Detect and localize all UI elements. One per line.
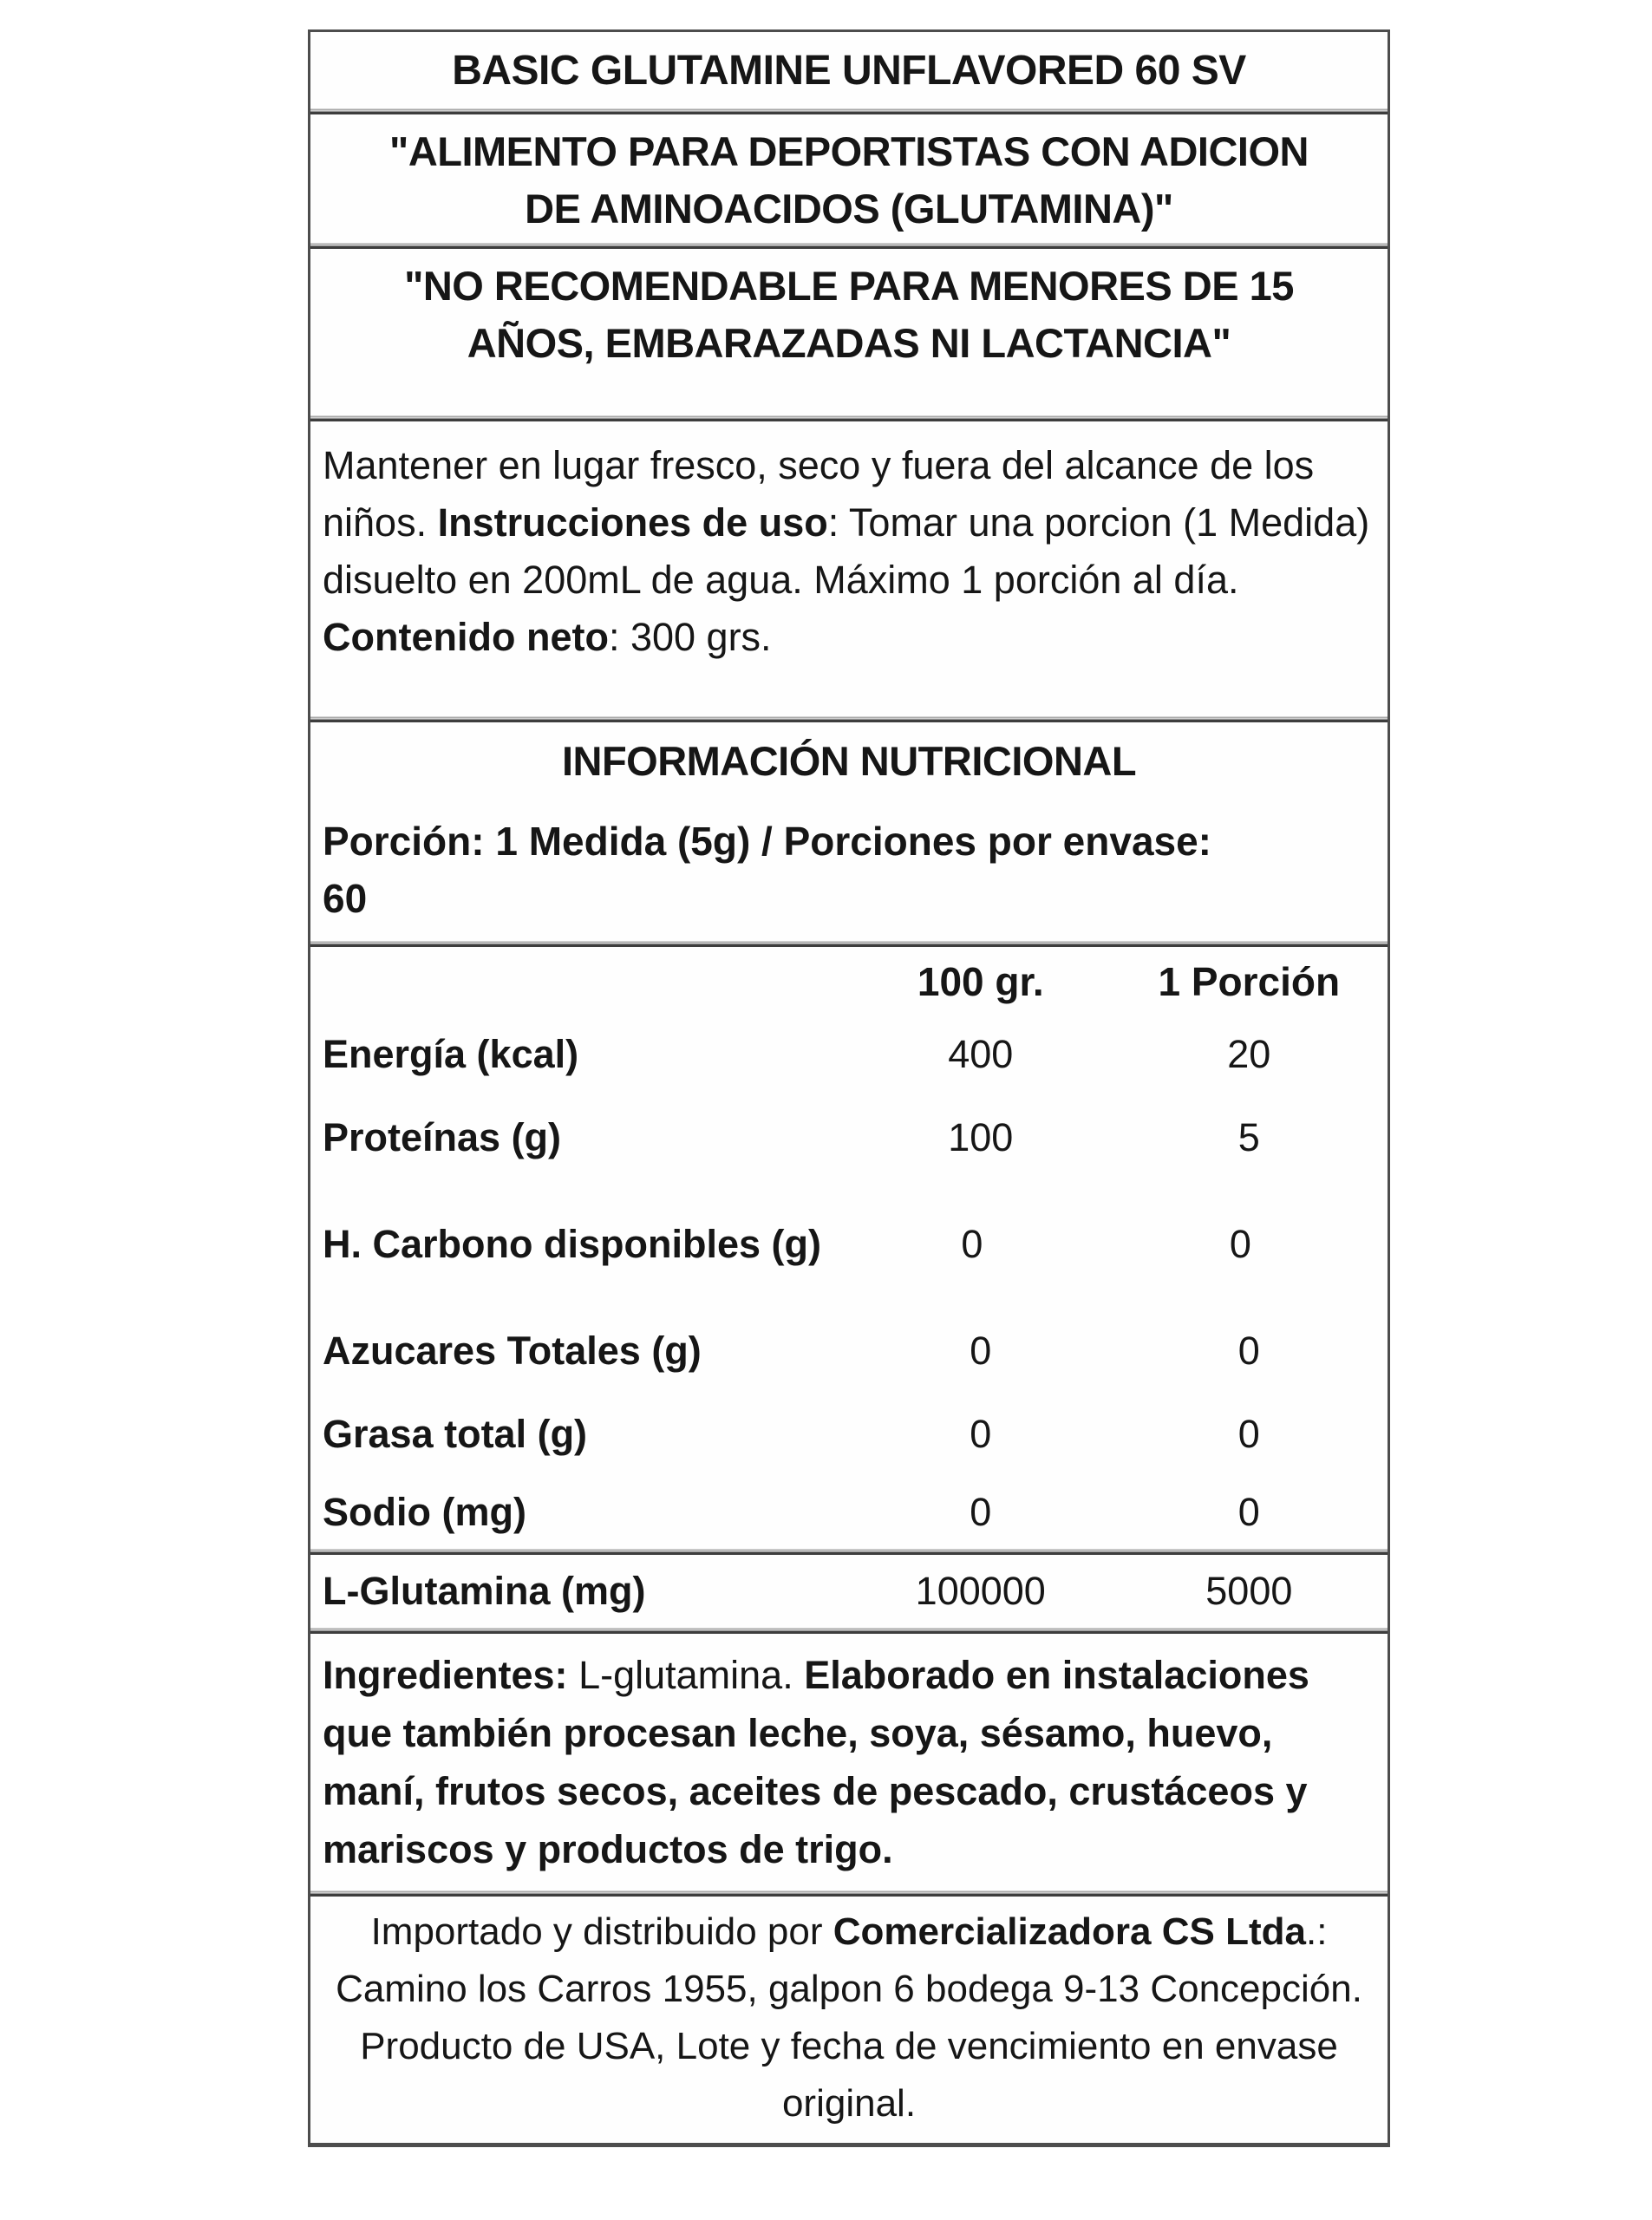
- table-row-proteinas: [323, 1096, 1375, 1179]
- table-row-energia: [323, 1013, 1375, 1096]
- value-per-serving: 5: [1237, 1115, 1260, 1159]
- value-per-serving: 0: [1237, 1329, 1260, 1373]
- value-per-serving: 20: [1227, 1032, 1271, 1076]
- athletes-claim-line1: "ALIMENTO PARA DEPORTISTAS CON ADICION: [389, 128, 1309, 174]
- value-per-serving: 0: [1229, 1222, 1251, 1266]
- table-row-grasa: [323, 1393, 1375, 1476]
- table-header-row: [323, 950, 1375, 1013]
- nutrient-label: L-Glutamina (mg): [323, 1569, 646, 1613]
- distributor-text: Importado y distribuido por Comercializadora CS Ltda.: Camino los Carros 1955, galpon 6 bodega 9-13 Concepción. Producto de USA, Lote y fecha de vencimiento en envase original.: [336, 1910, 1362, 2125]
- section-divider: [310, 941, 1388, 947]
- athletes-claim: [310, 114, 1388, 243]
- value-per-serving: 5000: [1205, 1569, 1293, 1613]
- serving-info: [323, 813, 1375, 927]
- age-warning: [310, 249, 1388, 415]
- value-per-serving: 0: [1237, 1490, 1260, 1534]
- storage-instructions: Mantener en lugar fresco, seco y fuera del alcance de los niños. Instrucciones de uso: Tomar una porcion (1 Medida) disuelto en 200mL de agua. Máximo 1 porción al día. Contenido neto: 300 grs.: [323, 443, 1370, 659]
- age-warning-line1: "NO RECOMENDABLE PARA MENORES DE 15: [404, 263, 1294, 309]
- section-divider: [310, 108, 1388, 114]
- table-row-carbohidratos: [323, 1179, 1375, 1309]
- nutrient-table: [310, 947, 1388, 1549]
- column-header-100g: 100 gr.: [917, 959, 1044, 1004]
- value-per-100g: 0: [970, 1412, 992, 1456]
- value-per-100g: 100: [948, 1115, 1014, 1159]
- value-per-100g: 0: [970, 1490, 992, 1534]
- section-divider: [310, 415, 1388, 421]
- section-divider: [310, 1628, 1388, 1634]
- table-row-sodio: [323, 1476, 1375, 1549]
- section-divider: [310, 716, 1388, 722]
- value-per-100g: 0: [970, 1329, 992, 1373]
- section-divider: [310, 1890, 1388, 1897]
- value-per-100g: 100000: [915, 1569, 1046, 1613]
- value-per-serving: 0: [1237, 1412, 1260, 1456]
- nutrient-label: Sodio (mg): [323, 1490, 526, 1534]
- nutrient-label: Azucares Totales (g): [323, 1329, 702, 1373]
- column-header-porcion: 1 Porción: [1158, 959, 1341, 1004]
- product-title: BASIC GLUTAMINE UNFLAVORED 60 SV: [452, 47, 1246, 94]
- nutrient-label: H. Carbono disponibles (g): [323, 1222, 821, 1266]
- nutrition-label: [308, 29, 1390, 2147]
- value-per-100g: 400: [948, 1032, 1014, 1076]
- nutrient-label: Energía (kcal): [323, 1032, 579, 1076]
- table-row-glutamina: [310, 1555, 1388, 1628]
- serving-info-line1: Porción: 1 Medida (5g) / Porciones por envase:: [323, 819, 1212, 864]
- athletes-claim-line2: DE AMINOACIDOS (GLUTAMINA)": [525, 186, 1173, 232]
- nutrient-label: Proteínas (g): [323, 1115, 562, 1159]
- nutrition-title: INFORMACIÓN NUTRICIONAL: [561, 738, 1137, 784]
- serving-info-line2: 60: [323, 876, 368, 921]
- nutrition-header: [310, 722, 1388, 941]
- ingredients-text: Ingredientes: L-glutamina. Elaborado en instalaciones que también procesan leche, soya, sésamo, huevo, maní, frutos secos, aceites de pescado, crustáceos y mariscos y productos de trigo.: [323, 1653, 1309, 1871]
- table-row-azucares: [323, 1309, 1375, 1393]
- section-divider: [310, 1549, 1388, 1555]
- age-warning-line2: AÑOS, EMBARAZADAS NI LACTANCIA": [467, 320, 1231, 366]
- value-per-100g: 0: [961, 1222, 983, 1266]
- section-divider: [310, 243, 1388, 249]
- nutrient-label: Grasa total (g): [323, 1412, 588, 1456]
